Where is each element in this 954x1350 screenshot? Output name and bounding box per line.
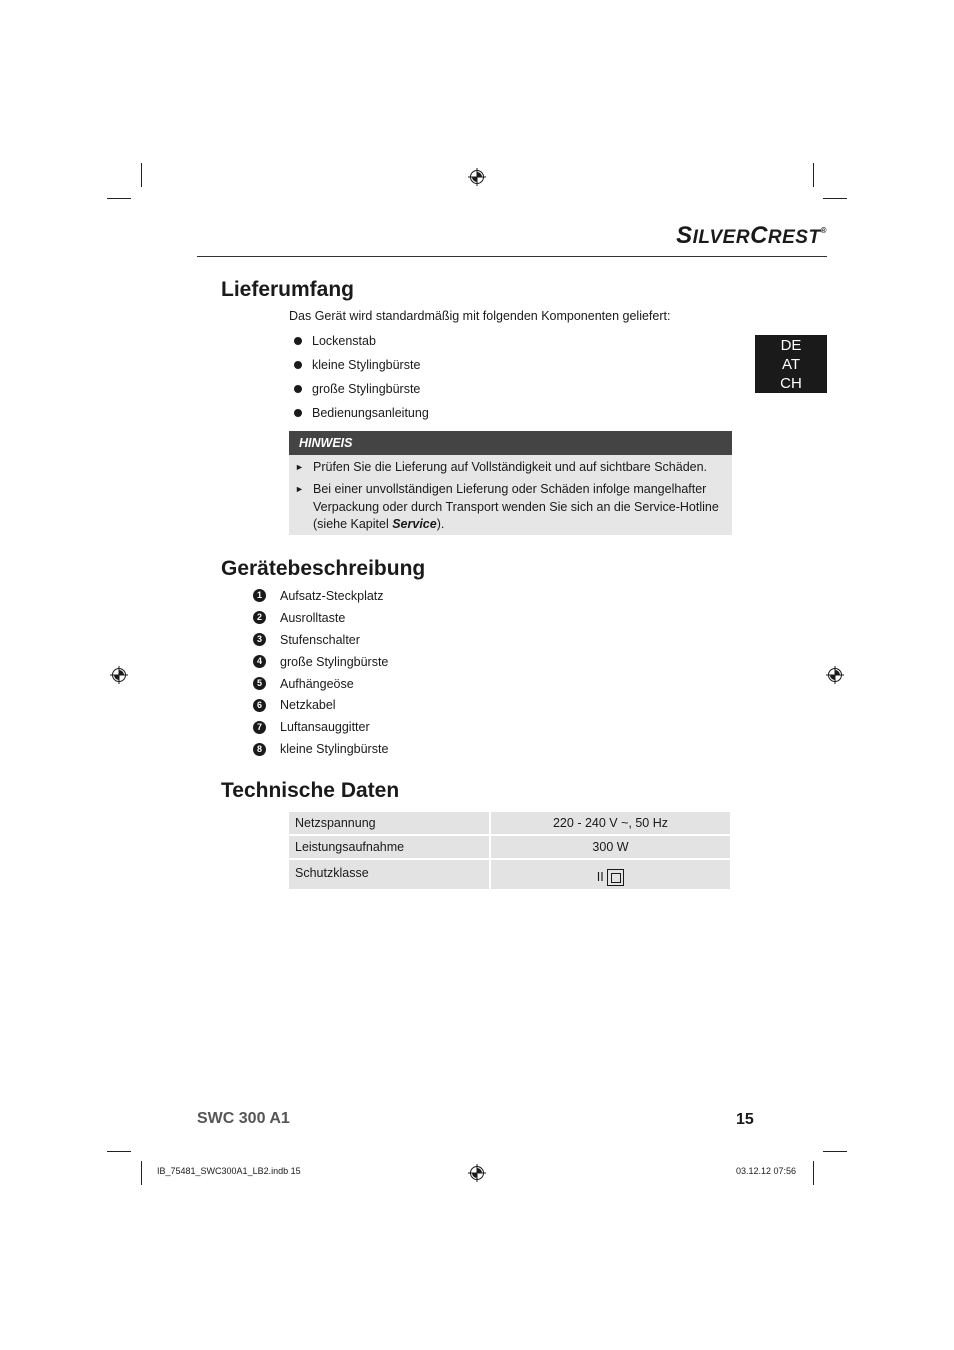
section-title-geraetebeschreibung: Gerätebeschreibung: [221, 557, 426, 580]
print-slug-date: 03.12.12 07:56: [736, 1166, 797, 1176]
list-item: 7 Luftansauggitter: [253, 716, 388, 738]
arrow-right-icon: ►: [295, 462, 304, 472]
hinweis-item: ► Prüfen Sie die Lieferung auf Vollständigkeit und auf sichtbare Schäden.: [295, 459, 720, 477]
print-slug-file: IB_75481_SWC300A1_LB2.indb 15: [157, 1166, 301, 1176]
protection-class-ii-icon: [607, 869, 624, 886]
registration-mark-icon: [110, 666, 128, 684]
table-cell: Netzspannung: [289, 812, 489, 836]
list-item: 6 Netzkabel: [253, 694, 388, 716]
table-cell: Leistungsaufnahme: [289, 836, 489, 860]
model-number: SWC 300 A1: [197, 1110, 290, 1127]
registration-mark-icon: [468, 168, 486, 186]
registration-mark-icon: [468, 1164, 486, 1182]
lang-code: AT: [781, 356, 801, 373]
bullet-icon: [294, 361, 302, 369]
bullet-icon: [294, 385, 302, 393]
lieferumfang-intro: Das Gerät wird standardmäßig mit folgenden Komponenten geliefert:: [289, 309, 671, 323]
list-item: große Stylingbürste: [294, 380, 429, 404]
page-number: 15: [736, 1111, 754, 1128]
table-row: [289, 836, 730, 860]
technical-data-table: [289, 812, 730, 891]
protection-class-label: II: [596, 869, 604, 884]
crop-mark: [107, 1151, 131, 1152]
crop-mark: [813, 163, 814, 187]
table-cell: 220 - 240 V ~, 50 Hz: [489, 812, 730, 836]
lang-code: DE: [780, 337, 802, 354]
section-title-lieferumfang: Lieferumfang: [221, 278, 355, 301]
header-rule: [197, 256, 827, 257]
list-item: 8 kleine Stylingbürste: [253, 738, 388, 760]
number-badge: 2: [253, 611, 266, 624]
crop-mark: [823, 1151, 847, 1152]
number-badge: 3: [253, 633, 266, 646]
hinweis-box: [289, 431, 732, 535]
bullet-icon: [294, 337, 302, 345]
silvercrest-logo: SILVERCREST®: [676, 222, 827, 249]
list-item: 2 Ausrolltaste: [253, 607, 388, 629]
bullet-icon: [294, 409, 302, 417]
crop-mark: [813, 1161, 814, 1185]
list-item: kleine Stylingbürste: [294, 356, 429, 380]
table-row: [289, 812, 730, 836]
number-badge: 7: [253, 721, 266, 734]
registration-mark-icon: [826, 666, 844, 684]
lieferumfang-list: [294, 332, 429, 428]
geraete-list: [253, 585, 388, 760]
arrow-right-icon: ►: [295, 484, 304, 494]
number-badge: 1: [253, 589, 266, 602]
list-item: Bedienungsanleitung: [294, 404, 429, 428]
language-tab: [755, 335, 827, 393]
table-cell: [489, 860, 730, 891]
table-cell: 300 W: [489, 836, 730, 860]
lang-code: CH: [780, 375, 802, 392]
list-item: 1 Aufsatz-Steckplatz: [253, 585, 388, 607]
hinweis-item: ► Bei einer unvollständigen Lieferung oder Schäden infolge mangelhafter Verpackung oder durch Transport wenden Sie sich an die Service-Hotline (siehe Kapitel Service).: [295, 481, 720, 534]
crop-mark: [107, 198, 131, 199]
section-title-technische-daten: Technische Daten: [221, 779, 400, 802]
crop-mark: [823, 198, 847, 199]
list-item: Lockenstab: [294, 332, 429, 356]
crop-mark: [141, 163, 142, 187]
crop-mark: [141, 1161, 142, 1185]
list-item: 3 Stufenschalter: [253, 629, 388, 651]
table-cell: Schutzklasse: [289, 860, 489, 891]
number-badge: 8: [253, 743, 266, 756]
number-badge: 5: [253, 677, 266, 690]
hinweis-title: HINWEIS: [289, 431, 732, 455]
list-item: 5 Aufhängeöse: [253, 673, 388, 695]
table-row: [289, 860, 730, 891]
number-badge: 4: [253, 655, 266, 668]
list-item: 4 große Stylingbürste: [253, 651, 388, 673]
number-badge: 6: [253, 699, 266, 712]
